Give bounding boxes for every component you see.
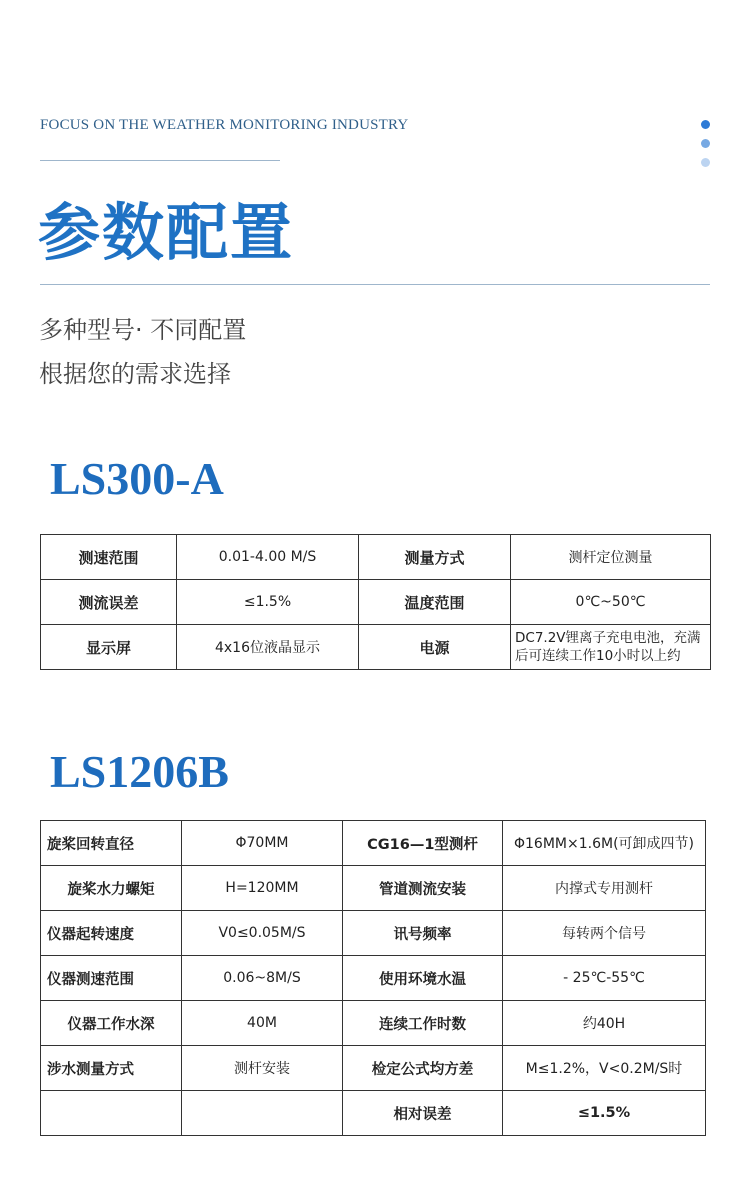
spec-value: 4x16位液晶显示 (177, 625, 359, 670)
spec-label: 仪器测速范围 (41, 956, 182, 1001)
spec-value: Φ70MM (182, 821, 343, 866)
table-row (41, 1091, 706, 1136)
spec-label (41, 1091, 182, 1136)
spec-label: 使用环境水温 (343, 956, 503, 1001)
spec-value: H=120MM (182, 866, 343, 911)
spec-label: 电源 (359, 625, 511, 670)
spec-value: 约40H (503, 1001, 706, 1046)
table-row (41, 821, 706, 866)
table-row (41, 956, 706, 1001)
spec-label: 旋桨回转直径 (41, 821, 182, 866)
spec-label: 测速范围 (41, 535, 177, 580)
spec-value: V0≤0.05M/S (182, 911, 343, 956)
dot-icon (701, 158, 710, 167)
spec-value: 测杆安装 (182, 1046, 343, 1091)
title-divider (40, 284, 710, 285)
table-row (41, 580, 711, 625)
spec-label: 仪器工作水深 (41, 1001, 182, 1046)
spec-value: 0.01-4.00 M/S (177, 535, 359, 580)
subtitle-line-1: 多种型号· 不同配置 (39, 316, 247, 344)
spec-value: Φ16MM×1.6M(可卸成四节) (503, 821, 706, 866)
spec-label: 显示屏 (41, 625, 177, 670)
spec-value: ≤1.5% (503, 1091, 706, 1136)
spec-value: 40M (182, 1001, 343, 1046)
tagline: FOCUS ON THE WEATHER MONITORING INDUSTRY (40, 117, 409, 133)
spec-value: 0.06~8M/S (182, 956, 343, 1001)
spec-label: 相对误差 (343, 1091, 503, 1136)
model-title-ls1206b: LS1206B (50, 746, 229, 797)
spec-value: ≤1.5% (177, 580, 359, 625)
spec-label: 仪器起转速度 (41, 911, 182, 956)
table-row (41, 1001, 706, 1046)
spec-label: 测量方式 (359, 535, 511, 580)
model-title-ls300a: LS300-A (50, 453, 224, 504)
spec-value: 每转两个信号 (503, 911, 706, 956)
spec-label: 涉水测量方式 (41, 1046, 182, 1091)
spec-label: 讯号频率 (343, 911, 503, 956)
spec-label: 测流误差 (41, 580, 177, 625)
decorative-dots (701, 120, 711, 177)
spec-value: M≤1.2%，V<0.2M/S时 (503, 1046, 706, 1091)
spec-table-ls1206b (40, 820, 706, 1136)
spec-label: 管道测流安装 (343, 866, 503, 911)
spec-value: DC7.2V锂离子充电电池，充满后可连续工作10小时以上约 (511, 625, 711, 670)
spec-value: 测杆定位测量 (511, 535, 711, 580)
spec-table-ls300a (40, 534, 711, 670)
spec-label: 连续工作时数 (343, 1001, 503, 1046)
spec-label: 温度范围 (359, 580, 511, 625)
table-row (41, 625, 711, 670)
spec-label: 旋桨水力螺矩 (41, 866, 182, 911)
spec-label: CG16—1型测杆 (343, 821, 503, 866)
spec-value: 0℃~50℃ (511, 580, 711, 625)
table-row (41, 911, 706, 956)
dot-icon (701, 120, 710, 129)
spec-label: 检定公式均方差 (343, 1046, 503, 1091)
subtitle-line-2: 根据您的需求选择 (39, 360, 231, 388)
spec-value: - 25℃-55℃ (503, 956, 706, 1001)
page-title: 参数配置 (38, 196, 295, 269)
table-row (41, 1046, 706, 1091)
table-row (41, 866, 706, 911)
spec-value: 内撑式专用测杆 (503, 866, 706, 911)
spec-value (182, 1091, 343, 1136)
tagline-divider (40, 160, 280, 161)
dot-icon (701, 139, 710, 148)
table-row (41, 535, 711, 580)
